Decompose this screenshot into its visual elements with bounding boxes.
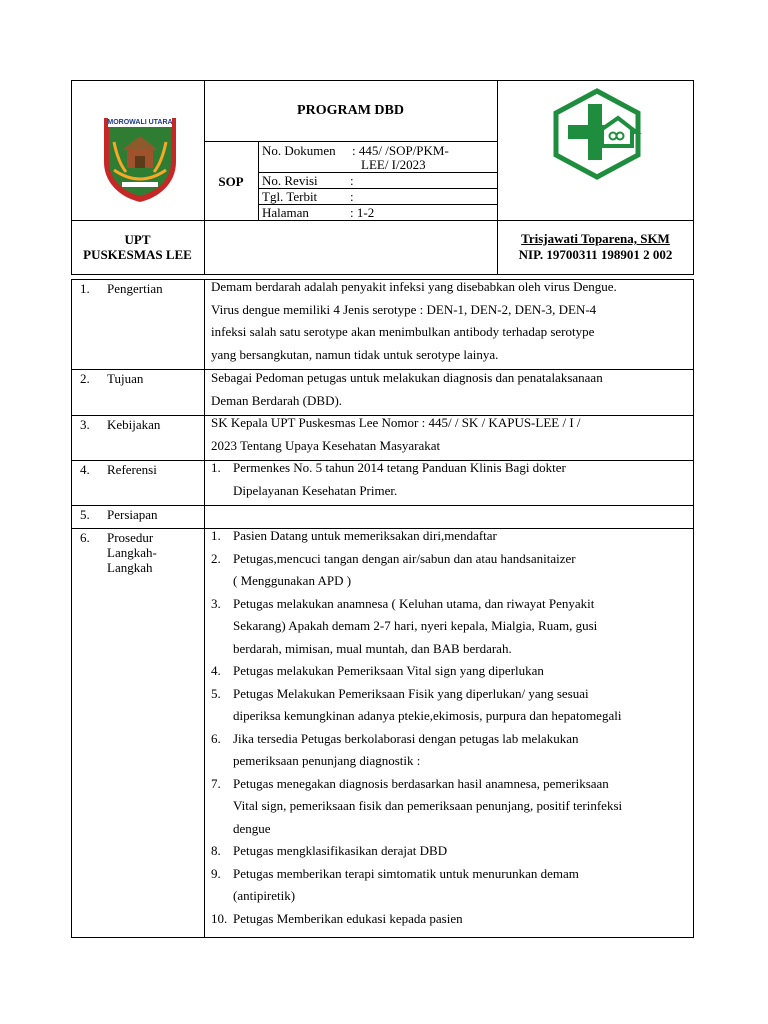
list-item bbox=[211, 908, 689, 931]
item-number: 3. bbox=[211, 595, 221, 611]
section-number: 1. bbox=[80, 281, 90, 296]
text-line: Petugas memberikan terapi simtomatik untuk menurunkan demam bbox=[233, 865, 579, 881]
section-number: 4. bbox=[80, 462, 90, 477]
list-item bbox=[211, 548, 689, 593]
list-item bbox=[211, 683, 689, 728]
list-item bbox=[211, 525, 689, 548]
item-number: 2. bbox=[211, 550, 221, 566]
text-line: Petugas melakukan anamnesa ( Keluhan utama, dan riwayat Penyakit bbox=[233, 595, 595, 611]
text-line: Langkah- bbox=[107, 545, 157, 560]
section-label-referensi: Referensi bbox=[107, 462, 157, 477]
item-number: 5. bbox=[211, 685, 221, 701]
tgl-terbit-value: : bbox=[350, 189, 354, 204]
text-line: yang bersangkutan, namun tidak untuk serotype lainya. bbox=[211, 346, 499, 362]
text-line: Petugas mengklasifikasikan derajat DBD bbox=[233, 843, 448, 858]
section-label-tujuan: Tujuan bbox=[107, 371, 144, 386]
text-line: Sebagai Pedoman petugas untuk melakukan diagnosis dan penatalaksanaan bbox=[211, 370, 603, 385]
section-label-kebijakan: Kebijakan bbox=[107, 417, 161, 432]
unit-name-line2: PUSKESMAS LEE bbox=[83, 247, 192, 262]
text-line: Virus dengue memiliki 4 Jenis serotype : DEN-1, DEN-2, DEN-3, DEN-4 bbox=[211, 301, 597, 317]
text-line: Petugas melakukan Pemeriksaan Vital sign yang diperlukan bbox=[233, 663, 544, 678]
puskesmas-logo bbox=[552, 88, 642, 180]
signer-nip: NIP. 19700311 198901 2 002 bbox=[518, 247, 673, 262]
text-line: Dipelayanan Kesehatan Primer. bbox=[233, 482, 398, 498]
regency-logo bbox=[100, 112, 180, 204]
section-number: 2. bbox=[80, 371, 90, 386]
signer-name: Trisjawati Toparena, SKM bbox=[521, 231, 670, 246]
text-line: infeksi salah satu serotype akan menimbulkan antibody terhadap serotype bbox=[211, 324, 595, 339]
item-number: 8. bbox=[211, 843, 221, 858]
no-revisi-label: No. Revisi bbox=[262, 173, 318, 188]
text-line: Pasien Datang untuk memeriksakan diri,mendaftar bbox=[233, 528, 497, 543]
text-line: diperiksa kemungkinan adanya ptekie,ekimosis, purpura dan hepatomegali bbox=[233, 708, 622, 723]
text-line: Demam berdarah adalah penyakit infeksi yang disebabkan oleh virus Dengue. bbox=[211, 279, 617, 294]
text-line: Prosedur bbox=[107, 530, 154, 545]
text-line: dengue bbox=[233, 820, 271, 836]
pengertian-text bbox=[211, 276, 687, 366]
item-number: 10. bbox=[211, 910, 228, 926]
no-dokumen-label: No. Dokumen bbox=[262, 143, 336, 158]
list-item bbox=[211, 660, 689, 683]
halaman-label: Halaman bbox=[262, 205, 309, 220]
unit-name-line1: UPT bbox=[124, 232, 151, 247]
item-number: 9. bbox=[211, 865, 221, 881]
section-label-pengertian: Pengertian bbox=[107, 281, 163, 296]
text-line: ( Menggunakan APD ) bbox=[233, 573, 352, 588]
no-revisi-value: : bbox=[350, 173, 354, 188]
program-title: PROGRAM DBD bbox=[297, 103, 404, 118]
text-line: Vital sign, pemeriksaan fisik dan pemeriksaan penunjang, positif terinfeksi bbox=[233, 798, 623, 813]
text-line: SK Kepala UPT Puskesmas Lee Nomor : 445/ / SK / KAPUS-LEE / I / bbox=[211, 415, 581, 430]
text-line: Langkah bbox=[107, 560, 153, 575]
item-number: 1. bbox=[211, 460, 221, 475]
text-line: Jika tersedia Petugas berkolaborasi dengan petugas lab melakukan bbox=[233, 730, 579, 746]
list-item bbox=[211, 593, 689, 661]
text-line: Petugas,mencuci tangan dengan air/sabun dan atau handsanitaizer bbox=[233, 550, 576, 566]
item-number: 6. bbox=[211, 730, 221, 746]
section-number: 5. bbox=[80, 507, 90, 522]
section-number: 6. bbox=[80, 530, 90, 545]
halaman-value: : 1-2 bbox=[350, 205, 375, 220]
referensi-list bbox=[211, 457, 689, 502]
text-line: (antipiretik) bbox=[233, 888, 296, 903]
text-line: Petugas Melakukan Pemeriksaan Fisik yang diperlukan/ yang sesuai bbox=[233, 685, 589, 701]
text-line: Petugas Memberikan edukasi kepada pasien bbox=[233, 910, 463, 926]
tgl-terbit-label: Tgl. Terbit bbox=[262, 189, 318, 204]
text-line: Deman Berdarah (DBD). bbox=[211, 392, 343, 408]
section-label-persiapan: Persiapan bbox=[107, 507, 158, 522]
list-item bbox=[211, 840, 689, 863]
no-dokumen-value: : 445/ /SOP/PKM- bbox=[352, 143, 449, 158]
item-number: 7. bbox=[211, 775, 221, 791]
list-item bbox=[211, 728, 689, 773]
text-line: pemeriksaan penunjang diagnostik : bbox=[233, 753, 421, 768]
tujuan-text bbox=[211, 367, 687, 412]
list-item bbox=[211, 863, 689, 908]
text-line: Petugas menegakan diagnosis berdasarkan hasil anamnesa, pemeriksaan bbox=[233, 775, 609, 791]
item-number: 1. bbox=[211, 528, 221, 543]
text-line: Sekarang) Apakah demam 2-7 hari, nyeri kepala, Mialgia, Ruam, gusi bbox=[233, 618, 598, 633]
no-dokumen-value-cont: LEE/ I/2023 bbox=[361, 157, 426, 172]
section-number: 3. bbox=[80, 417, 90, 432]
puskesmas-emblem-icon bbox=[552, 88, 642, 180]
text-line: berdarah, mimisan, mual muntah, dan BAB berdarah. bbox=[233, 640, 512, 656]
section-label-prosedur bbox=[107, 530, 202, 575]
regency-logo-text: MOROWALI UTARA bbox=[107, 119, 173, 126]
sop-label: SOP bbox=[218, 174, 244, 189]
kebijakan-text bbox=[211, 412, 687, 457]
text-line: Permenkes No. 5 tahun 2014 tetang Panduan Klinis Bagi dokter bbox=[233, 460, 566, 475]
prosedur-list bbox=[211, 525, 689, 930]
text-line: 2023 Tentang Upaya Kesehatan Masyarakat bbox=[211, 437, 441, 453]
list-item bbox=[211, 773, 689, 841]
item-number: 4. bbox=[211, 663, 221, 678]
list-item bbox=[211, 457, 689, 502]
